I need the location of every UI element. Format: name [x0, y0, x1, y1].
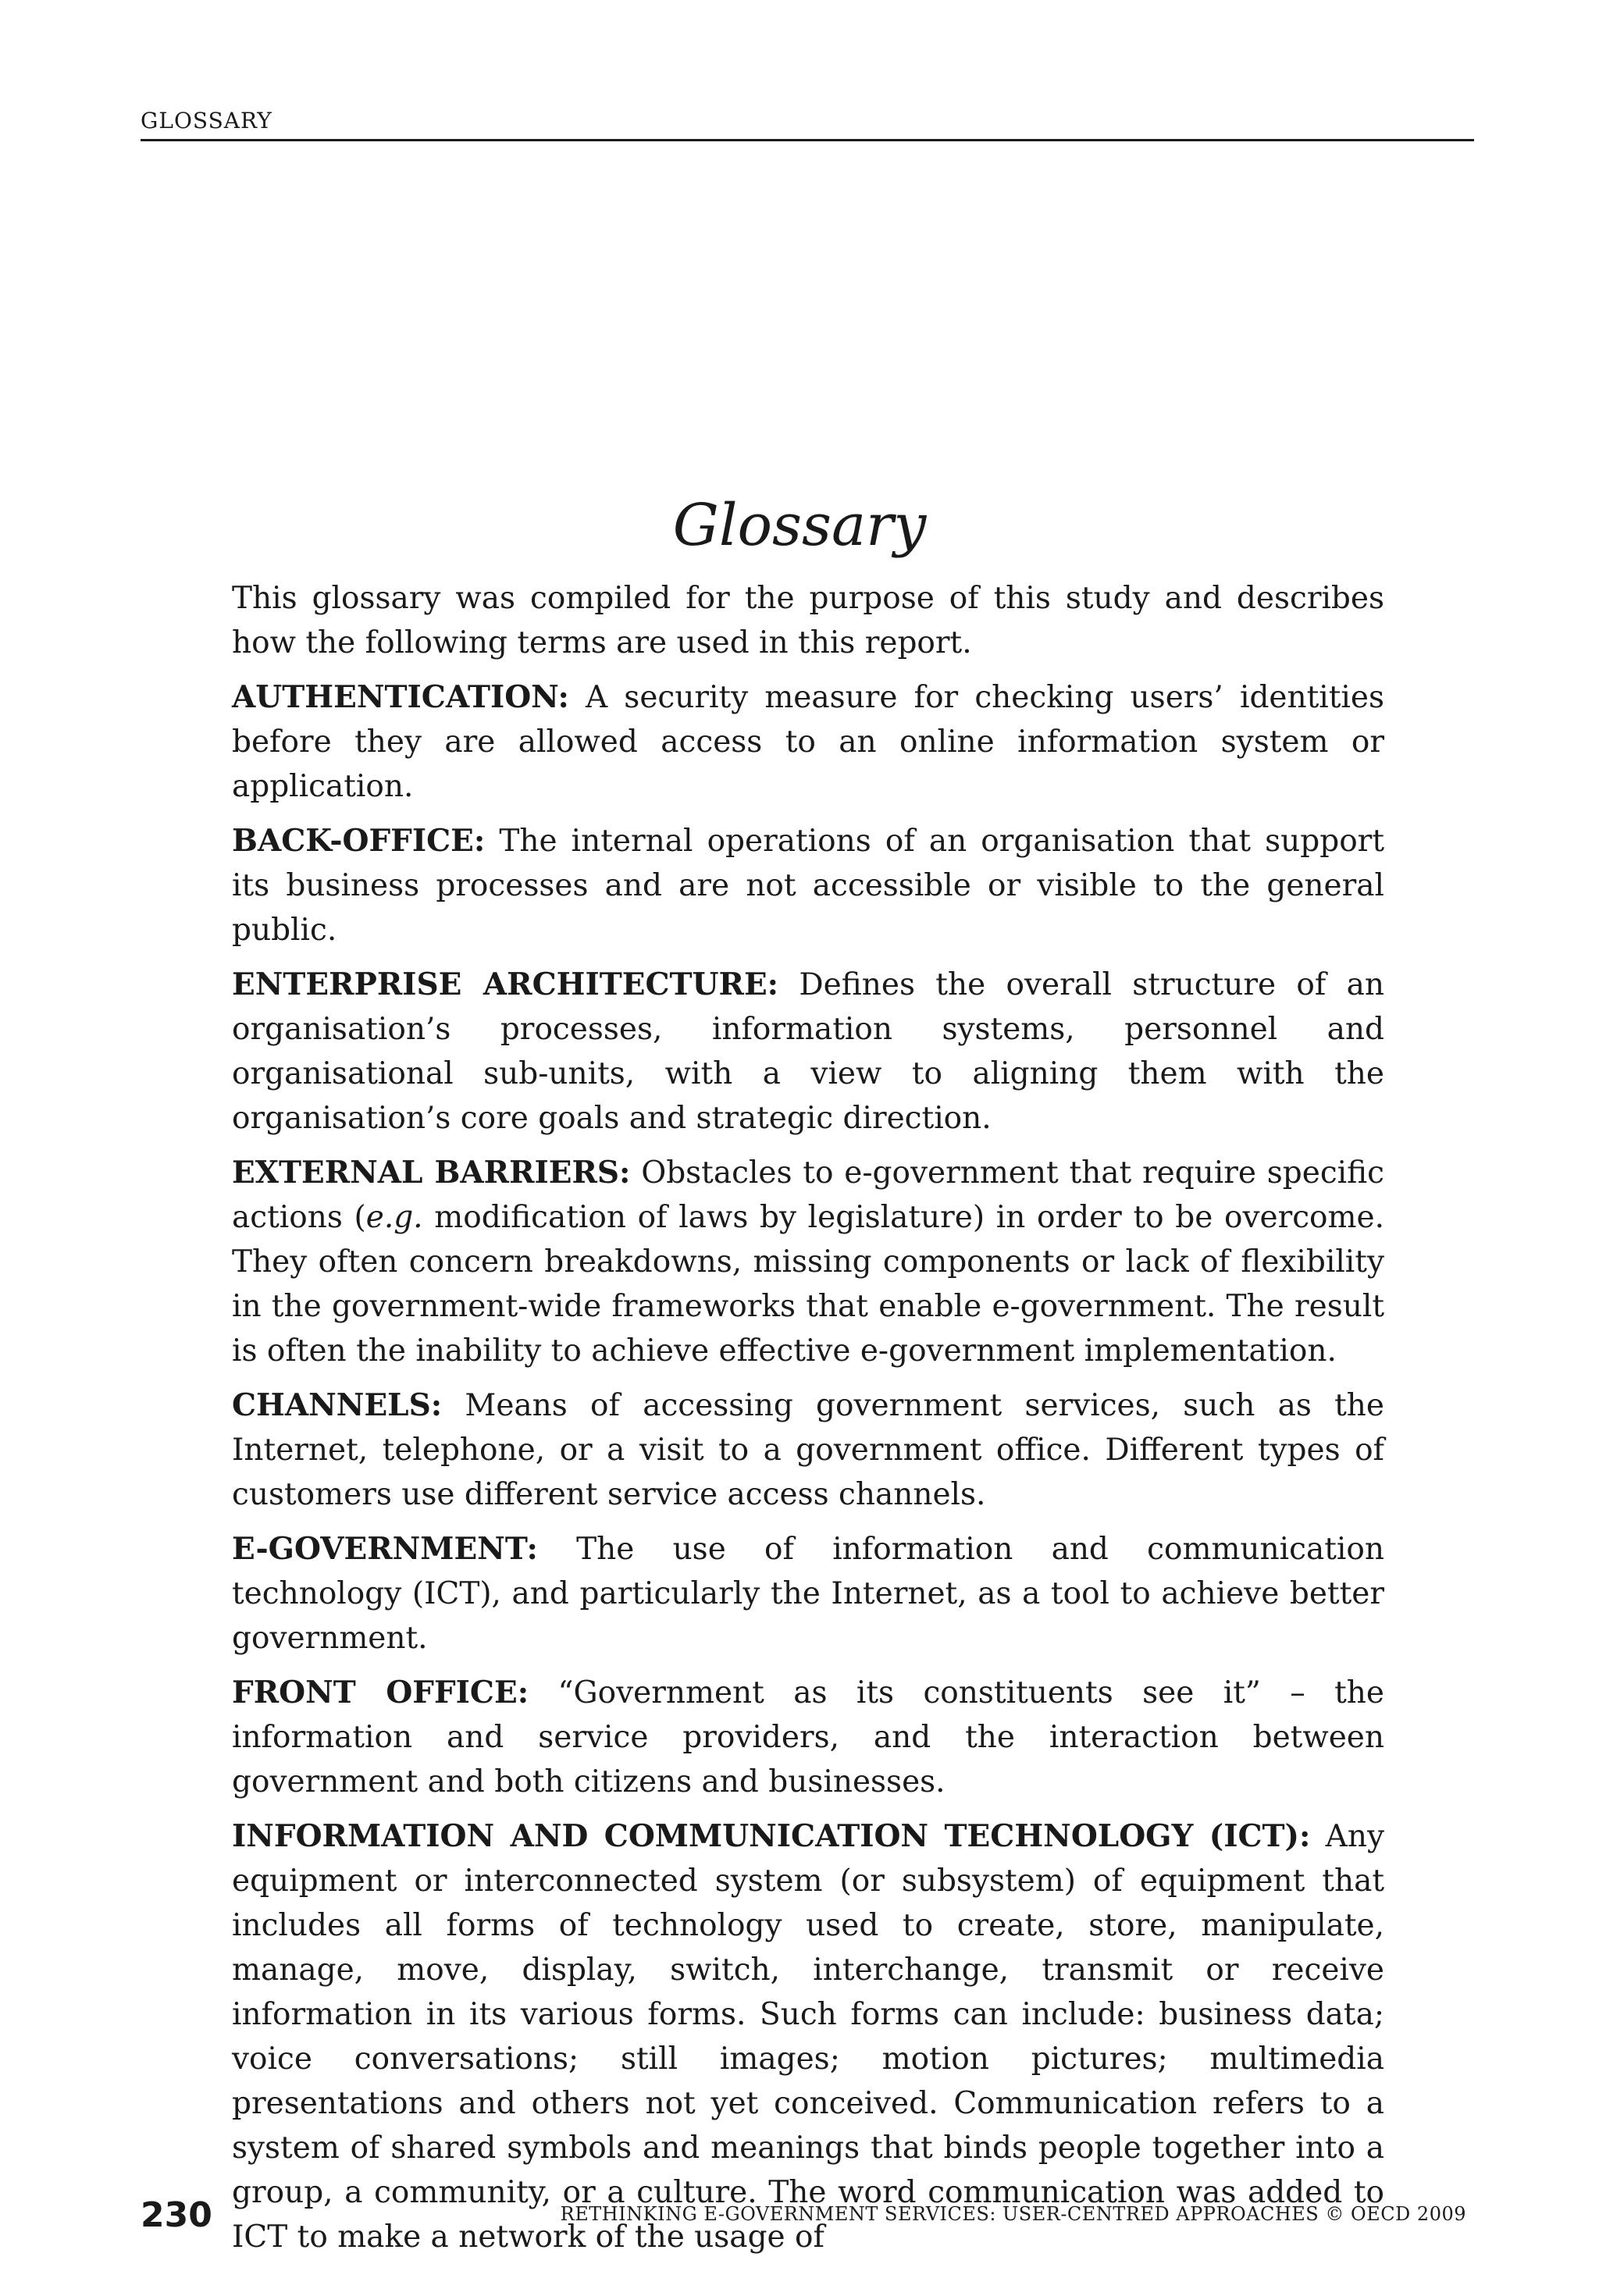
entry-external-barriers — [232, 1151, 1384, 1373]
entry-definition-end: modification of laws by legislature) in order to be overcome. They often concern breakdowns, missing components or lack of flexibility in the government-wide frameworks that enable e-government. The result is often the inability to achieve effective e-government implementation. — [232, 1200, 1384, 1369]
entry-definition-start: Obstacles to e-government that require specific actions ( — [232, 1155, 1384, 1235]
entry-term: EXTERNAL BARRIERS: — [232, 1155, 631, 1191]
entry-e-government — [232, 1527, 1384, 1661]
entry-front-office — [232, 1671, 1384, 1804]
entry-definition: Any equipment or interconnected system (or subsystem) of equipment that includes all forms of technology used to create, store, manipulate, manage, move, display, switch, interchange, transmit or receive information in its various forms. Such forms can include: business data; voice conversations; still images; motion pictures; multimedia presentations and others not yet conceived. Communication refers to a system of shared symbols and meanings that binds people together into a group, a community, or a culture. The word communication was added to ICT to make a network of the usage of — [232, 1819, 1384, 2255]
entry-ict — [232, 1814, 1384, 2259]
entry-authentication — [232, 675, 1384, 809]
entry-definition: “Government as its constituents see it” – the information and service providers, and the interaction between government and both citizens and businesses. — [232, 1675, 1385, 1799]
entry-term: INFORMATION AND COMMUNICATION TECHNOLOGY (ICT): — [232, 1818, 1311, 1854]
entry-back-office — [232, 819, 1384, 952]
entry-definition-italic: e.g. — [365, 1200, 423, 1235]
entry-channels — [232, 1383, 1384, 1517]
header-rule — [141, 139, 1474, 141]
page-number: 230 — [141, 2195, 212, 2235]
entry-term: AUTHENTICATION: — [232, 679, 569, 715]
glossary-body — [232, 576, 1384, 2269]
entry-term: CHANNELS: — [232, 1387, 443, 1423]
entry-definition: Defines the overall structure of an organisation’s processes, information systems, personnel and organisational sub-units, with a view to aligning them with the organisation’s core goals and strategic direction. — [232, 967, 1384, 1136]
entry-definition: Means of accessing government services, such as the Internet, telephone, or a visit to a government office. Different types of customers use different service access channels. — [232, 1388, 1384, 1512]
entry-term: BACK-OFFICE: — [232, 823, 486, 859]
entry-definition: The use of information and communication technology (ICT), and particularly the Internet, as a tool to achieve better government. — [232, 1532, 1384, 1656]
footer-citation: RETHINKING E-GOVERNMENT SERVICES: USER-CENTRED APPROACHES © OECD 2009 — [560, 2203, 1466, 2225]
entry-enterprise-architecture — [232, 963, 1384, 1141]
intro-paragraph: This glossary was compiled for the purpose of this study and describes how the following terms are used in this report. — [232, 581, 1384, 660]
running-head: GLOSSARY — [141, 108, 272, 133]
page-title: Glossary — [672, 491, 927, 559]
entry-definition: The internal operations of an organisation that support its business processes and are not accessible or visible to the general public. — [232, 824, 1384, 948]
entry-term: FRONT OFFICE: — [232, 1675, 529, 1710]
entry-definition: A security measure for checking users’ identities before they are allowed access to an online information system or application. — [232, 680, 1384, 804]
entry-term: ENTERPRISE ARCHITECTURE: — [232, 966, 779, 1002]
entry-term: E-GOVERNMENT: — [232, 1531, 538, 1567]
